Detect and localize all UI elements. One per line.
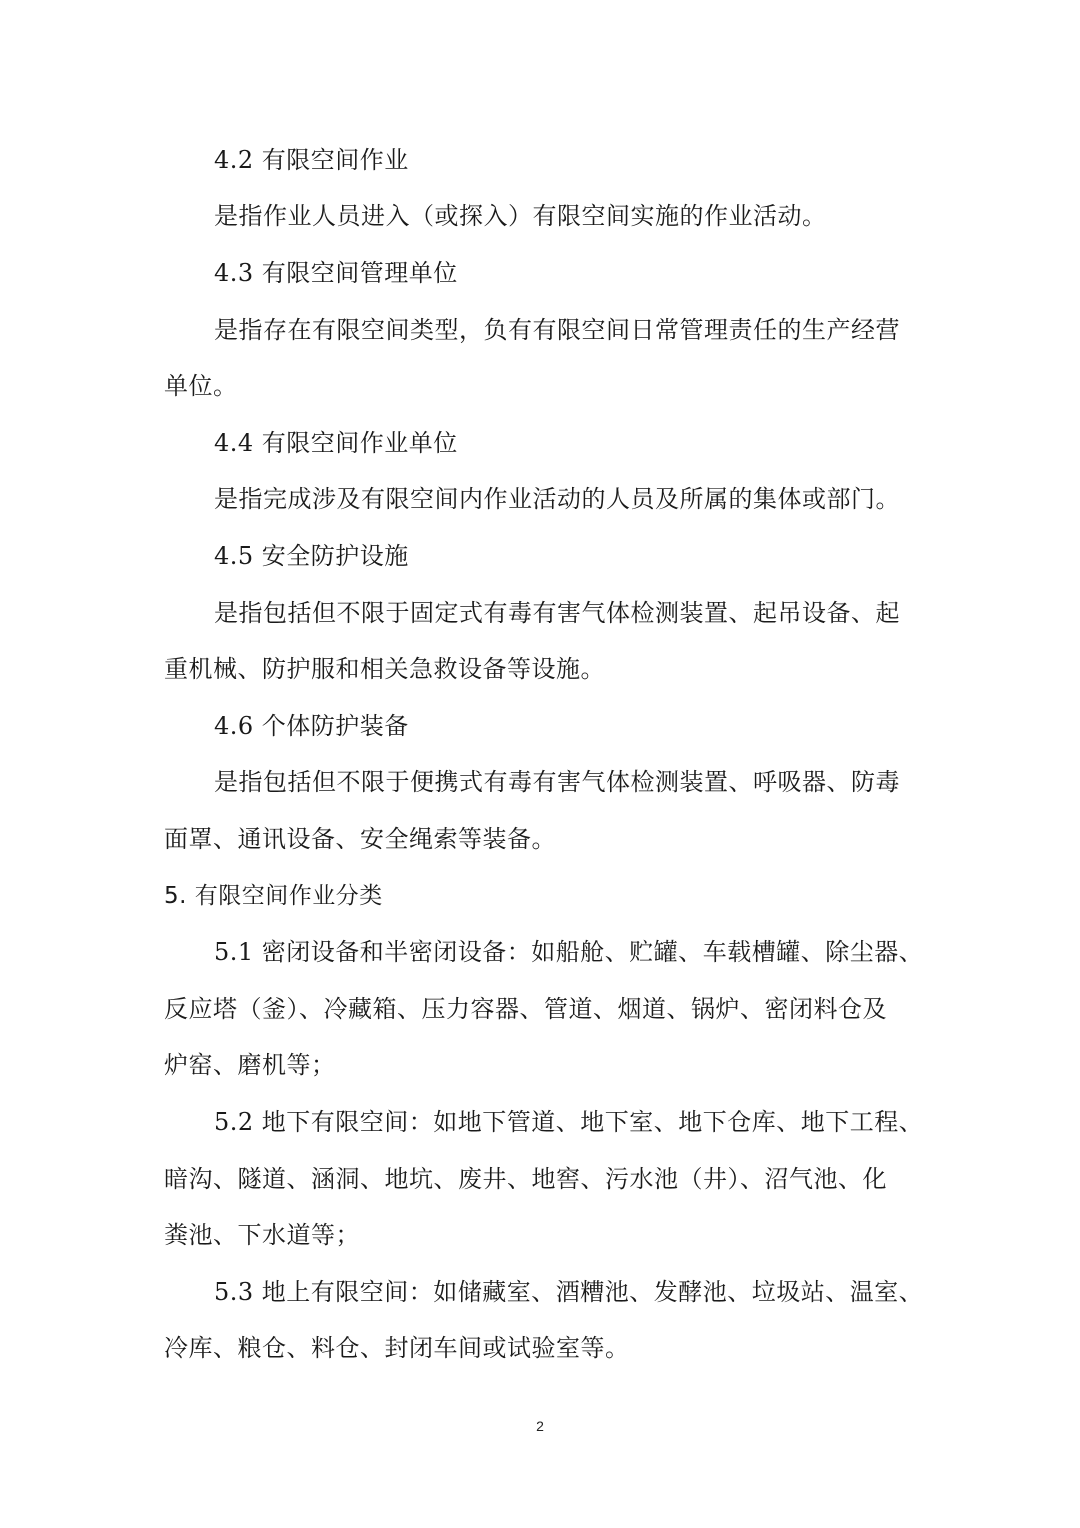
paragraph-5-2-line-3: 粪池、下水道等； xyxy=(164,1221,360,1249)
paragraph-5-1-line-3: 炉窑、磨机等； xyxy=(164,1051,336,1079)
paragraph-5-3-line-1: 5.3 地上有限空间：如储藏室、酒糟池、发酵池、垃圾站、温室、 xyxy=(214,1278,924,1306)
section-5-heading: 5. 有限空间作业分类 xyxy=(164,883,383,909)
paragraph-5-1-line-1: 5.1 密闭设备和半密闭设备：如船舱、贮罐、车载槽罐、除尘器、 xyxy=(214,938,924,966)
paragraph-5-1-line-2: 反应塔（釜）、冷藏箱、压力容器、管道、烟道、锅炉、密闭料仓及 xyxy=(164,995,887,1023)
paragraph-4-3-line-1: 是指存在有限空间类型，负有有限空间日常管理责任的生产经营 xyxy=(214,316,900,344)
paragraph-4-6-line-1: 是指包括但不限于便携式有毒有害气体检测装置、呼吸器、防毒 xyxy=(214,768,900,796)
paragraph-5-2-line-2: 暗沟、隧道、涵洞、地坑、废井、地窖、污水池（井）、沼气池、化 xyxy=(164,1165,887,1193)
paragraph-4-5-line-1: 是指包括但不限于固定式有毒有害气体检测装置、起吊设备、起 xyxy=(214,599,900,627)
paragraph-4-5-line-2: 重机械、防护服和相关急救设备等设施。 xyxy=(164,655,605,683)
paragraph-4-3-line-2: 单位。 xyxy=(164,372,238,400)
heading-4-2: 4.2 有限空间作业 xyxy=(214,146,409,174)
paragraph-4-2: 是指作业人员进入（或探入）有限空间实施的作业活动。 xyxy=(214,202,827,230)
paragraph-5-3-line-2: 冷库、粮仓、料仓、封闭车间或试验室等。 xyxy=(164,1334,630,1362)
heading-4-6: 4.6 个体防护装备 xyxy=(214,712,409,740)
paragraph-4-4: 是指完成涉及有限空间内作业活动的人员及所属的集体或部门。 xyxy=(214,485,900,513)
heading-4-3: 4.3 有限空间管理单位 xyxy=(214,259,458,287)
heading-4-4: 4.4 有限空间作业单位 xyxy=(214,429,458,457)
page-number: 2 xyxy=(536,1418,544,1434)
heading-4-5: 4.5 安全防护设施 xyxy=(214,542,409,570)
paragraph-5-2-line-1: 5.2 地下有限空间：如地下管道、地下室、地下仓库、地下工程、 xyxy=(214,1108,924,1136)
paragraph-4-6-line-2: 面罩、通讯设备、安全绳索等装备。 xyxy=(164,825,556,853)
